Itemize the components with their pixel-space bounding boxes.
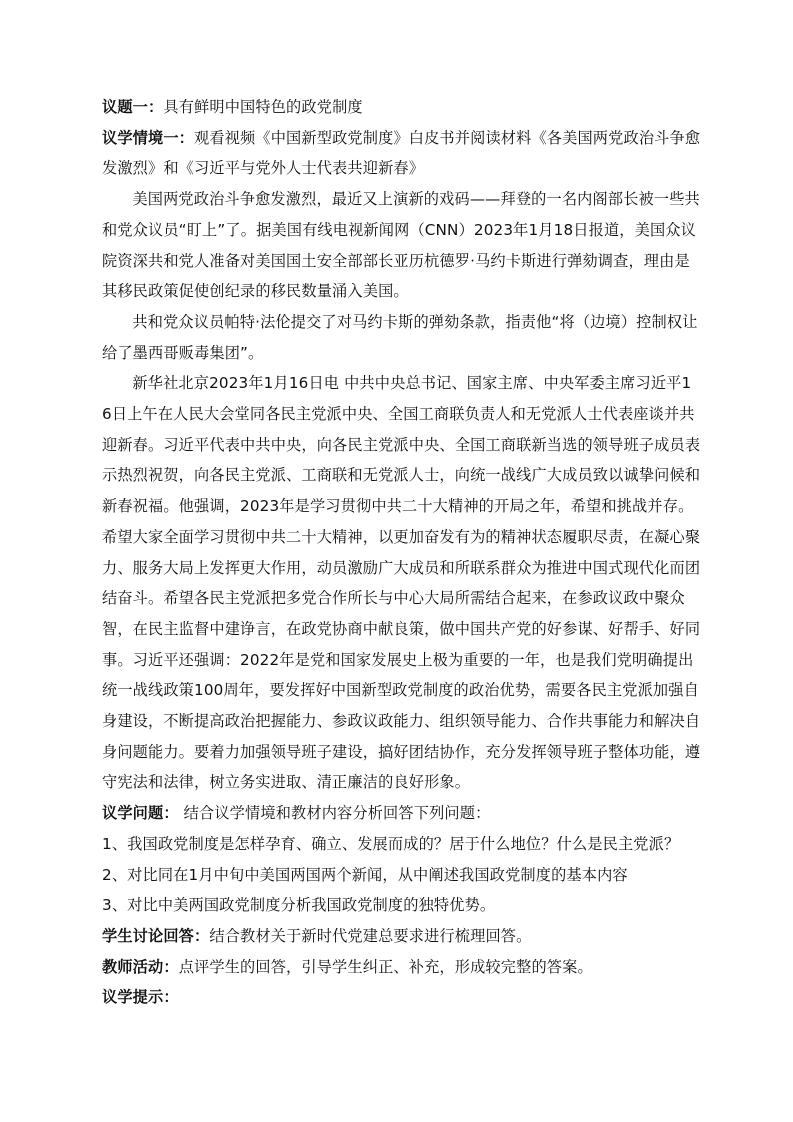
paragraph-us-politics: 美国两党政治斗争愈发激烈，最近又上演新的戏码——拜登的一名内阁部长被一些共和党众议员“盯上”了。据美国有线电视新闻网（CNN）2023年1月18日报道，美国众议院资深共和党人准备对美国国土安全部部长亚历杭德罗·马约卡斯进行弹劾调查，理由是其移民政策促使创纪录的移民数量涌入美国。 [102,190,700,301]
student-label: 学生讨论回答： [102,926,210,945]
question-item-2: 2、对比同在1月中旬中美国两国两个新闻，从中阐述我国政党制度的基本内容 [102,865,628,884]
questions-heading [102,798,701,829]
paragraph-xinhua-news: 新华社北京2023年1月16日电 中共中央总书记、国家主席、中央军委主席习近平16日上午在人民大会堂同各民主党派中央、全国工商联负责人和无党派人士代表座谈并共迎新春。习近平代表中共中央，向各民主党派中央、全国工商联新当选的领导班子成员表示热烈祝贺，向各民主党派、工商联和无党派人士，向统一战线广大成员致以诚挚问候和新春祝福。他强调，2023年是学习贯彻中共二十大精神的开局之年，希望和挑战并存。希望大家全面学习贯彻中共二十大精神，以更加奋发有为的精神状态履职尽责，在凝心聚力、服务大局上发挥更大作用，动员激励广大成员和所联系群众为推进中国式现代化而团结奋斗。希望各民主党派把多党合作所长与中心大局所需结合起来，在参政议政中聚众智，在民主监督中建诤言，在政党协商中献良策，做中国共产党的好参谋、好帮手、好同事。习近平还强调：2022年是党和国家发展史上极为重要的一年，也是我们党明确提出统一战线政策100周年，要发挥好中国新型政党制度的政治优势，需要各民主党派加强自身建设，不断提高政治把握能力、参政议政能力、组织领导能力、合作共事能力和解决自身问题能力。要着力加强领导班子建设，搞好团结协作，充分发挥领导班子整体功能，遵守宪法和法律，树立务实进取、清正廉洁的良好形象。 [102,374,701,792]
questions-text: 结合议学情境和教材内容分析回答下列问题： [178,804,491,823]
questions-label: 议学问题： [102,804,179,823]
topic-heading [102,92,701,123]
situation-label: 议学情境一： [102,128,195,147]
question-item-1: 1、我国政党制度是怎样孕育、确立、发展而成的？居于什么地位？什么是民主党派？ [102,834,680,853]
hint-label: 议学提示： [102,988,179,1007]
question-item-3: 3、对比中美两国政党制度分析我国政党制度的独特优势。 [102,896,496,915]
student-text: 结合教材关于新时代党建总要求进行梳理回答。 [209,926,532,945]
topic-label: 议题一： [102,98,164,116]
hint-heading [102,982,701,1013]
situation-text: 观看视频《中国新型政党制度》白皮书并阅读材料《各美国两党政治斗争愈发激烈》和《习近平与党外人士代表共迎新春》 [102,128,701,178]
student-discussion [102,921,701,952]
teacher-text: 点评学生的回答，引导学生纠正、补充，形成较完整的答案。 [178,957,593,976]
situation-heading [102,123,701,184]
teacher-activity [102,952,701,983]
topic-text: 具有鲜明中国特色的政党制度 [163,98,363,116]
teacher-label: 教师活动： [102,957,179,976]
paragraph-impeachment: 共和党众议员帕特·法伦提交了对马约卡斯的弹劾条款，指责他“将（边境）控制权让给了墨西哥贩毒集团”。 [102,312,698,362]
